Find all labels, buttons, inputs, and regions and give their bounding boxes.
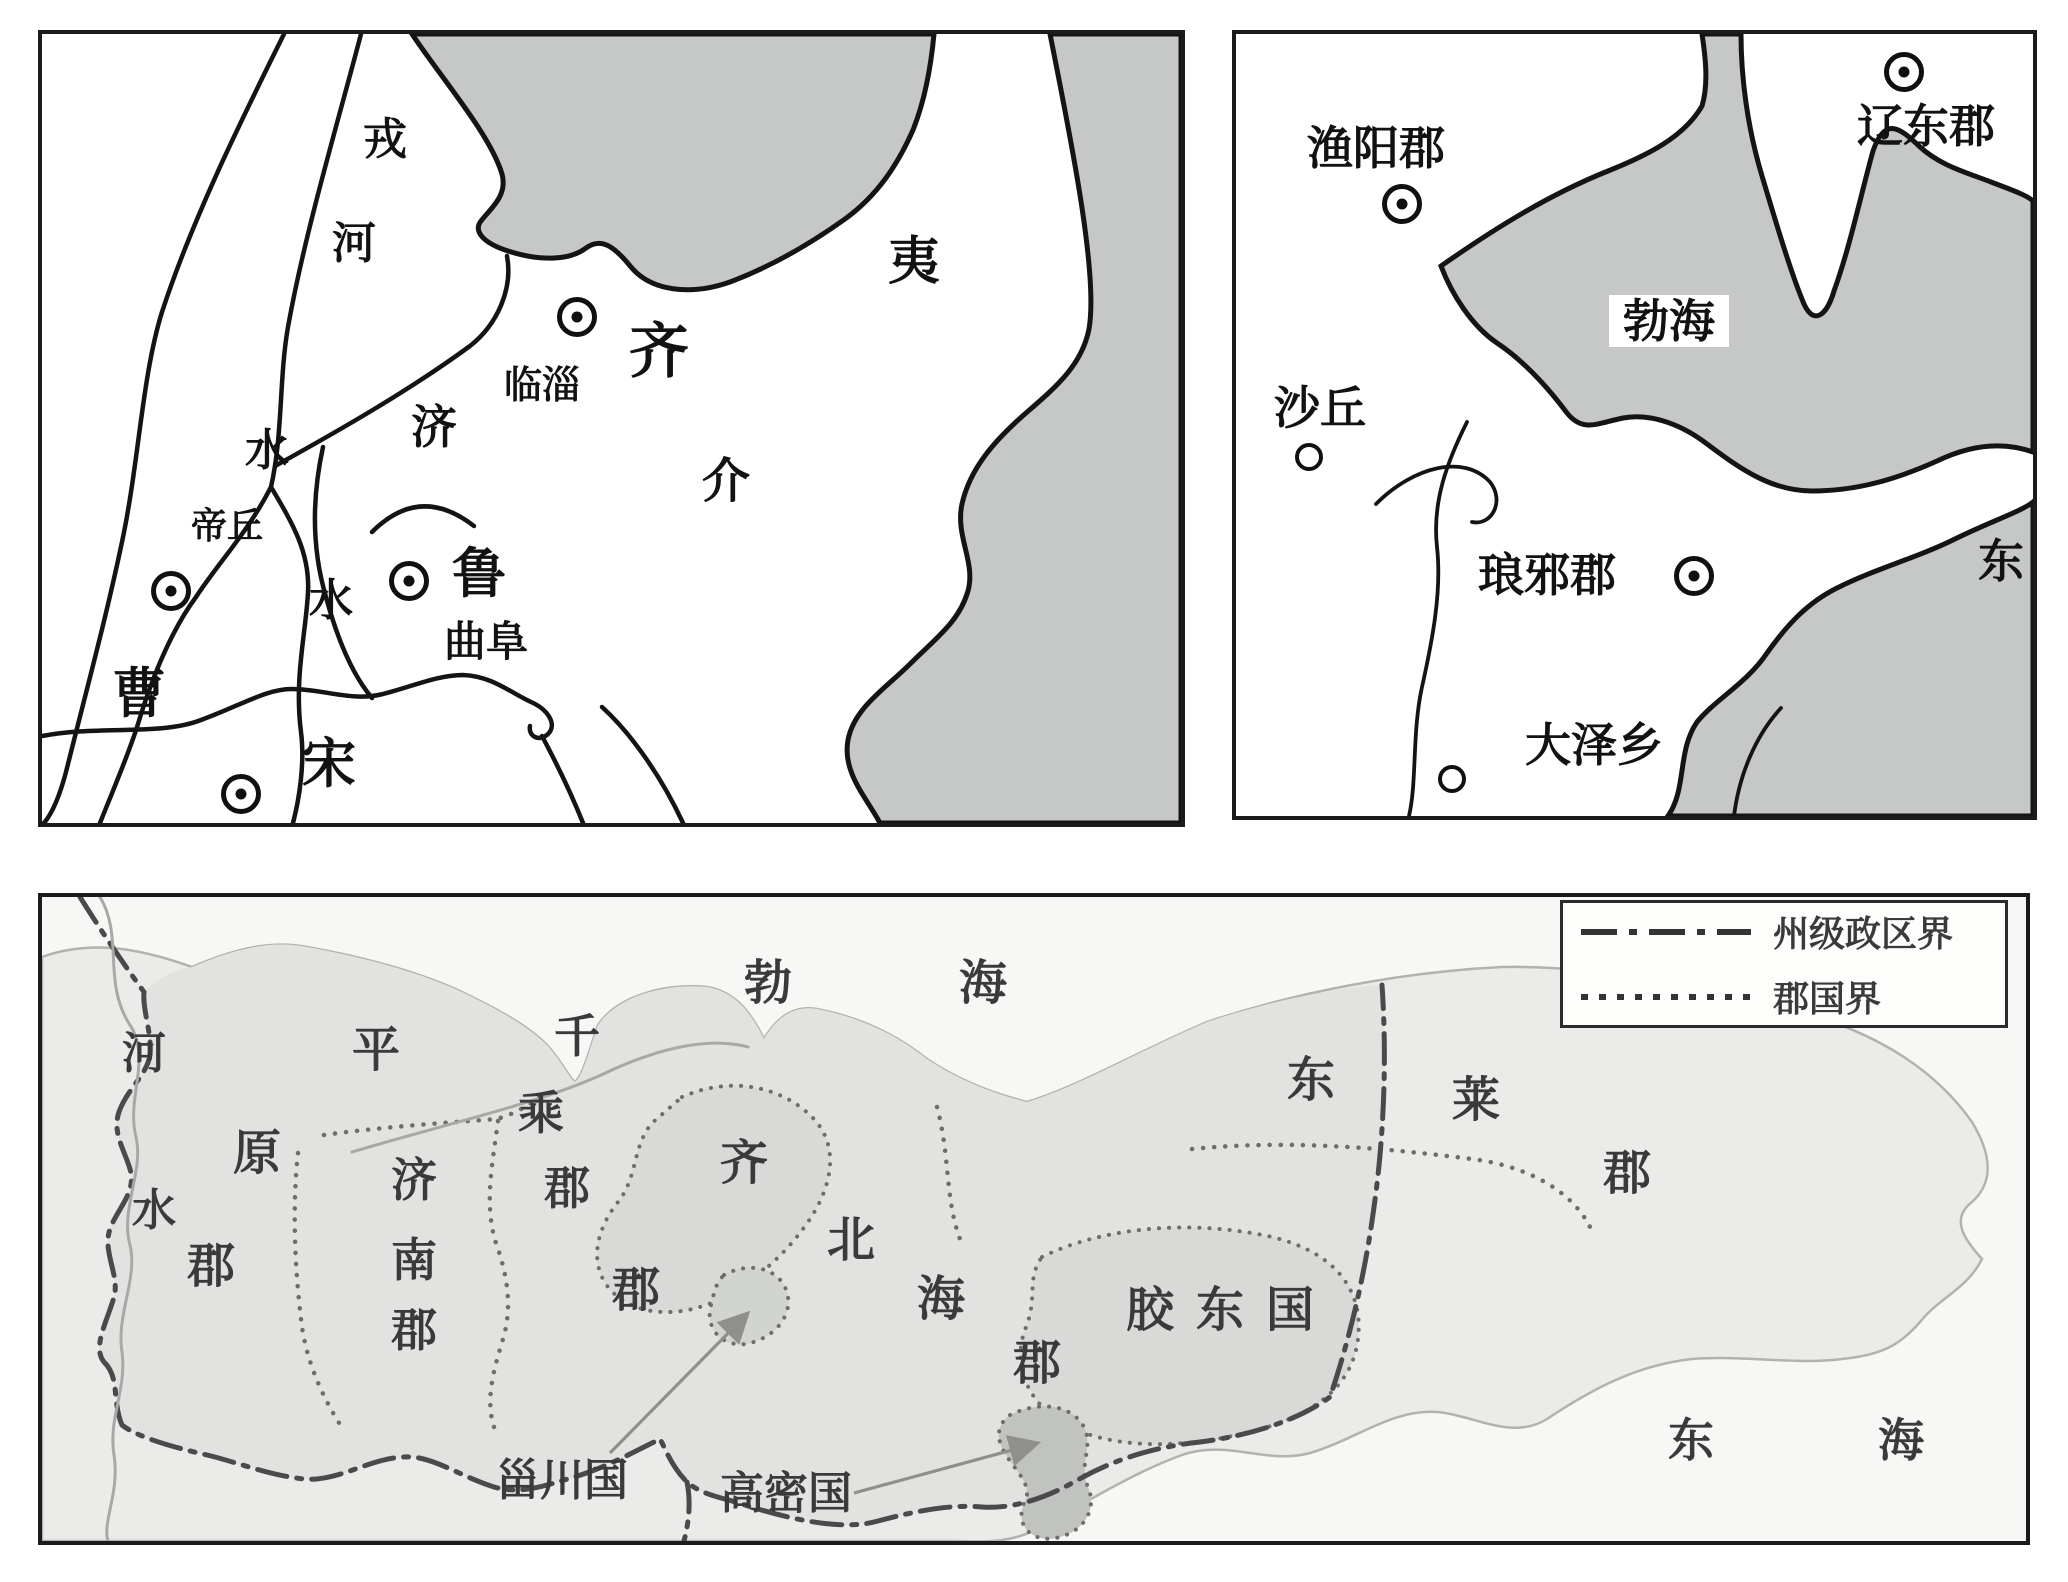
legend-label-commandery: 郡国界 [1773, 979, 1882, 1019]
label-yuyang-jun: 渔阳郡 [1307, 122, 1445, 174]
label-he: 河 [332, 219, 376, 268]
label-yuan: 原 [232, 1127, 282, 1180]
label-jie: 介 [701, 455, 751, 508]
label-ji: 济 [391, 1155, 437, 1206]
label-cheng: 乘 [518, 1088, 564, 1139]
legend-label-prefecture: 州级政区界 [1773, 914, 1954, 954]
label-hai-beihai: 海 [916, 1273, 966, 1326]
marker-liaodong [1884, 52, 1924, 92]
map-panel-spring-autumn [38, 30, 1185, 827]
marker-song [221, 774, 261, 814]
label-qian: 千 [554, 1011, 600, 1062]
label-shui-river: 水 [132, 1186, 176, 1235]
label-bohai: 勃海 [1609, 295, 1729, 347]
label-liaodong-jun: 辽东郡 [1857, 100, 1995, 152]
label-jun-qi: 郡 [611, 1264, 661, 1317]
label-bei: 北 [826, 1214, 876, 1267]
label-shaqiu: 沙丘 [1274, 382, 1366, 434]
marker-linzi [557, 297, 597, 337]
marker-diqiu [151, 571, 191, 611]
label-shui-2: 水 [309, 576, 353, 625]
label-ji-river: 济 [411, 401, 457, 453]
map-panel-han-qingzhou [38, 893, 2030, 1545]
label-qufu: 曲阜 [443, 618, 529, 665]
label-linzi: 临淄 [503, 365, 581, 407]
marker-dazexiang [1438, 765, 1466, 793]
marker-shaqiu [1295, 443, 1323, 471]
label-jun-pingyuan: 郡 [186, 1240, 236, 1293]
label-dong-donglai: 东 [1286, 1054, 1336, 1107]
label-dazexiang: 大泽乡 [1525, 719, 1663, 771]
label-jun-beihai: 郡 [1012, 1337, 1062, 1390]
map-panel-qin [1232, 30, 2037, 820]
label-qi-state: 齐 [629, 318, 689, 385]
label-dong-sea: 东 [1978, 535, 2024, 587]
sea-bay [412, 34, 934, 290]
marker-yuyang [1382, 184, 1422, 224]
label-jun-donglai: 郡 [1602, 1147, 1652, 1200]
label-lai: 莱 [1451, 1074, 1501, 1127]
label-nan: 南 [391, 1235, 437, 1286]
label-jiaodong-guo: 胶东国 [1125, 1284, 1337, 1337]
legend-row-prefecture [1581, 906, 1987, 957]
map-legend [1560, 900, 2008, 1028]
marker-qufu [389, 561, 429, 601]
label-song-state: 宋 [302, 734, 356, 794]
label-cao-state: 曹 [112, 664, 166, 724]
label-shui-1: 水 [245, 426, 289, 475]
label-diqiu: 帝丘 [190, 505, 264, 546]
label-yi: 夷 [887, 233, 941, 291]
marker-langya [1674, 556, 1714, 596]
label-gaomi-guo: 高密国 [720, 1469, 852, 1518]
label-bo: 勃 [743, 957, 793, 1010]
label-he-river: 河 [122, 1029, 166, 1078]
label-langya-jun: 琅邪郡 [1478, 549, 1616, 601]
label-dong-sea: 东 [1668, 1415, 1714, 1466]
dashdot-line-sample [1581, 929, 1751, 935]
label-qi-jun: 齐 [719, 1137, 769, 1190]
label-ping: 平 [351, 1024, 401, 1077]
map1-terrain [42, 34, 1181, 823]
label-jun-qiancheng: 郡 [544, 1163, 590, 1214]
label-hai: 海 [958, 957, 1008, 1010]
label-hai-sea: 海 [1878, 1415, 1924, 1466]
legend-row-commandery [1581, 971, 1987, 1022]
dotted-line-sample [1581, 994, 1751, 1000]
label-lu-state: 鲁 [452, 544, 506, 604]
label-jun-jinan: 郡 [391, 1305, 437, 1356]
label-zichuan-guo: 甾川国 [496, 1456, 628, 1505]
label-rong: 戎 [363, 115, 407, 164]
